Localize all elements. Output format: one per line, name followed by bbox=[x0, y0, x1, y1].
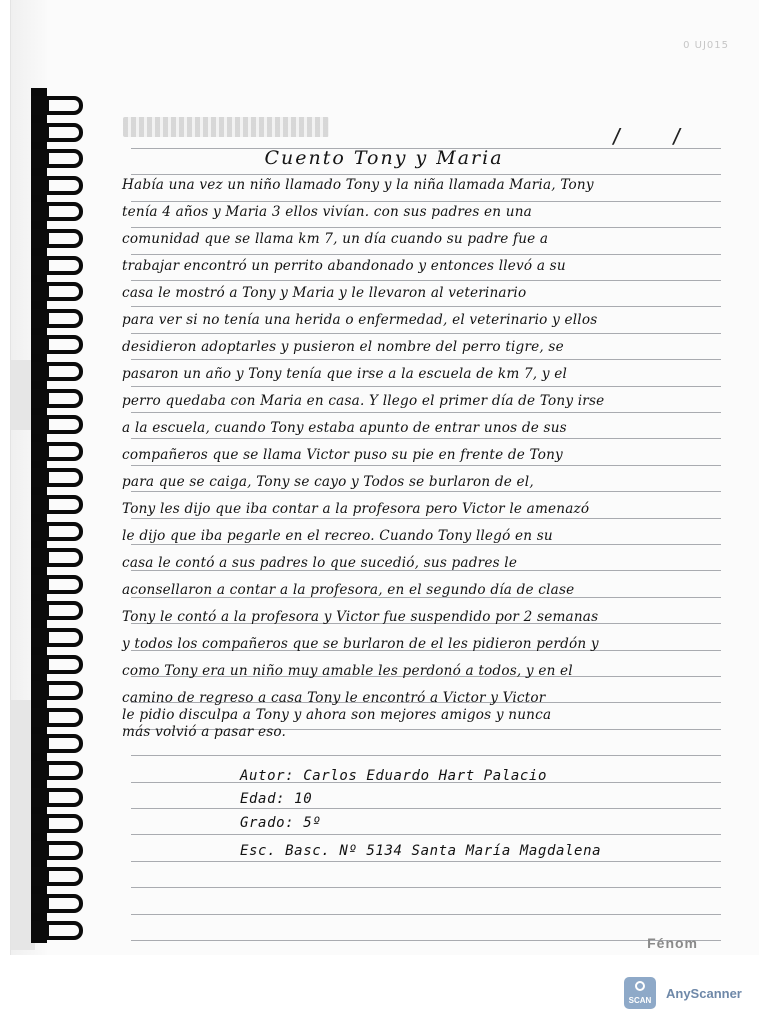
spiral-ring bbox=[31, 309, 93, 324]
ruled-line bbox=[131, 438, 721, 439]
spiral-ring bbox=[31, 708, 93, 723]
ruled-line bbox=[131, 386, 721, 387]
story-line: camino de regreso a casa Tony le encontró a Victor y Victor bbox=[122, 690, 546, 706]
ruled-line bbox=[131, 465, 721, 466]
story-line: Tony les dijo que iba contar a la profesora pero Victor le amenazó bbox=[122, 501, 590, 517]
spiral-ring bbox=[31, 176, 93, 191]
notebook-brand: Fénom bbox=[647, 935, 698, 951]
ruled-line bbox=[131, 280, 721, 281]
scanner-app-name: AnyScanner bbox=[666, 985, 742, 1001]
spiral-ring bbox=[31, 362, 93, 377]
spiral-ring bbox=[31, 123, 93, 138]
ruled-line bbox=[131, 887, 721, 888]
story-line: para que se caiga, Tony se cayo y Todos se burlaron de el, bbox=[122, 474, 534, 490]
story-line: tenía 4 años y Maria 3 ellos vivían. con sus padres en una bbox=[122, 204, 532, 220]
ruled-line bbox=[131, 861, 721, 862]
spiral-ring bbox=[31, 761, 93, 776]
ruled-line bbox=[131, 940, 721, 941]
spiral-ring bbox=[31, 389, 93, 404]
header-stamp bbox=[123, 117, 329, 137]
spiral-ring bbox=[31, 282, 93, 297]
ruled-line bbox=[131, 808, 721, 809]
spiral-ring bbox=[31, 522, 93, 537]
spiral-ring bbox=[31, 548, 93, 563]
spiral-ring bbox=[31, 628, 93, 643]
story-line: le dijo que iba pegarle en el recreo. Cuando Tony llegó en su bbox=[122, 528, 553, 544]
spiral-ring bbox=[31, 442, 93, 457]
spiral-ring bbox=[31, 814, 93, 829]
ruled-line bbox=[131, 755, 721, 756]
spiral-ring bbox=[31, 734, 93, 749]
scanner-watermark bbox=[624, 977, 742, 1009]
scanner-lens-icon bbox=[624, 977, 656, 1009]
story-line: más volvió a pasar eso. bbox=[122, 724, 287, 740]
spiral-ring bbox=[31, 681, 93, 696]
story-line: a la escuela, cuando Tony estaba apunto de entrar unos de sus bbox=[122, 420, 567, 436]
spiral-ring bbox=[31, 495, 93, 510]
ruled-line bbox=[131, 412, 721, 413]
spiral-ring bbox=[31, 256, 93, 271]
story-line: aconsellaron a contar a la profesora, en el segundo día de clase bbox=[122, 582, 575, 598]
author-age: Edad: 10 bbox=[240, 791, 313, 807]
story-line: perro quedaba con Maria en casa. Y llego el primer día de Tony irse bbox=[122, 393, 605, 409]
ruled-line bbox=[131, 834, 721, 835]
ruled-line bbox=[131, 254, 721, 255]
spiral-ring bbox=[31, 921, 93, 936]
ruled-line bbox=[131, 491, 721, 492]
ruled-line bbox=[131, 201, 721, 202]
spiral-ring bbox=[31, 468, 93, 483]
ruled-line bbox=[131, 227, 721, 228]
story-line: como Tony era un niño muy amable les perdonó a todos, y en el bbox=[122, 663, 573, 679]
story-line: pasaron un año y Tony tenía que irse a la escuela de km 7, y el bbox=[122, 366, 568, 382]
spiral-ring bbox=[31, 335, 93, 350]
ruled-line bbox=[131, 544, 721, 545]
ruled-line bbox=[131, 333, 721, 334]
ruled-line bbox=[131, 914, 721, 915]
spiral-ring bbox=[31, 202, 93, 217]
spiral-ring bbox=[31, 415, 93, 430]
spiral-ring bbox=[31, 229, 93, 244]
spiral-ring bbox=[31, 867, 93, 882]
spiral-ring bbox=[31, 601, 93, 616]
author-school: Esc. Basc. Nº 5134 Santa María Magdalena bbox=[240, 843, 602, 859]
story-line: casa le mostró a Tony y Maria y le llevaron al veterinario bbox=[122, 285, 527, 301]
story-line: le pidio disculpa a Tony y ahora son mejores amigos y nunca bbox=[122, 707, 552, 723]
story-line: desidieron adoptarles y pusieron el nombre del perro tigre, se bbox=[122, 339, 564, 355]
ruled-line bbox=[131, 174, 721, 175]
spiral-ring bbox=[31, 655, 93, 670]
scan-id: 0 UJ015 bbox=[683, 40, 729, 51]
scanner-icon-label: SCAN bbox=[628, 996, 652, 1005]
story-line: Había una vez un niño llamado Tony y la niña llamada Maria, Tony bbox=[122, 177, 594, 193]
author-grade: Grado: 5º bbox=[240, 815, 322, 831]
ruled-line bbox=[131, 359, 721, 360]
story-line: y todos los compañeros que se burlaron de el les pidieron perdón y bbox=[122, 636, 599, 652]
spiral-ring bbox=[31, 841, 93, 856]
story-line: para ver si no tenía una herida o enfermedad, el veterinario y ellos bbox=[122, 312, 598, 328]
story-line: comunidad que se llama km 7, un día cuando su padre fue a bbox=[122, 231, 549, 247]
date-marks: / / bbox=[610, 124, 701, 148]
spiral-ring bbox=[31, 788, 93, 803]
ruled-line bbox=[131, 306, 721, 307]
spiral-ring bbox=[31, 96, 93, 111]
story-line: compañeros que se llama Victor puso su pie en frente de Tony bbox=[122, 447, 563, 463]
spiral-ring bbox=[31, 894, 93, 909]
author-name: Autor: Carlos Eduardo Hart Palacio bbox=[240, 768, 547, 784]
story-title: Cuento Tony y Maria bbox=[264, 147, 504, 169]
story-line: casa le contó a sus padres lo que sucedió, sus padres le bbox=[122, 555, 518, 571]
spiral-ring bbox=[31, 575, 93, 590]
story-line: trabajar encontró un perrito abandonado y entonces llevó a su bbox=[122, 258, 566, 274]
story-line: Tony le contó a la profesora y Victor fue suspendido por 2 semanas bbox=[122, 609, 599, 625]
ruled-line bbox=[131, 518, 721, 519]
